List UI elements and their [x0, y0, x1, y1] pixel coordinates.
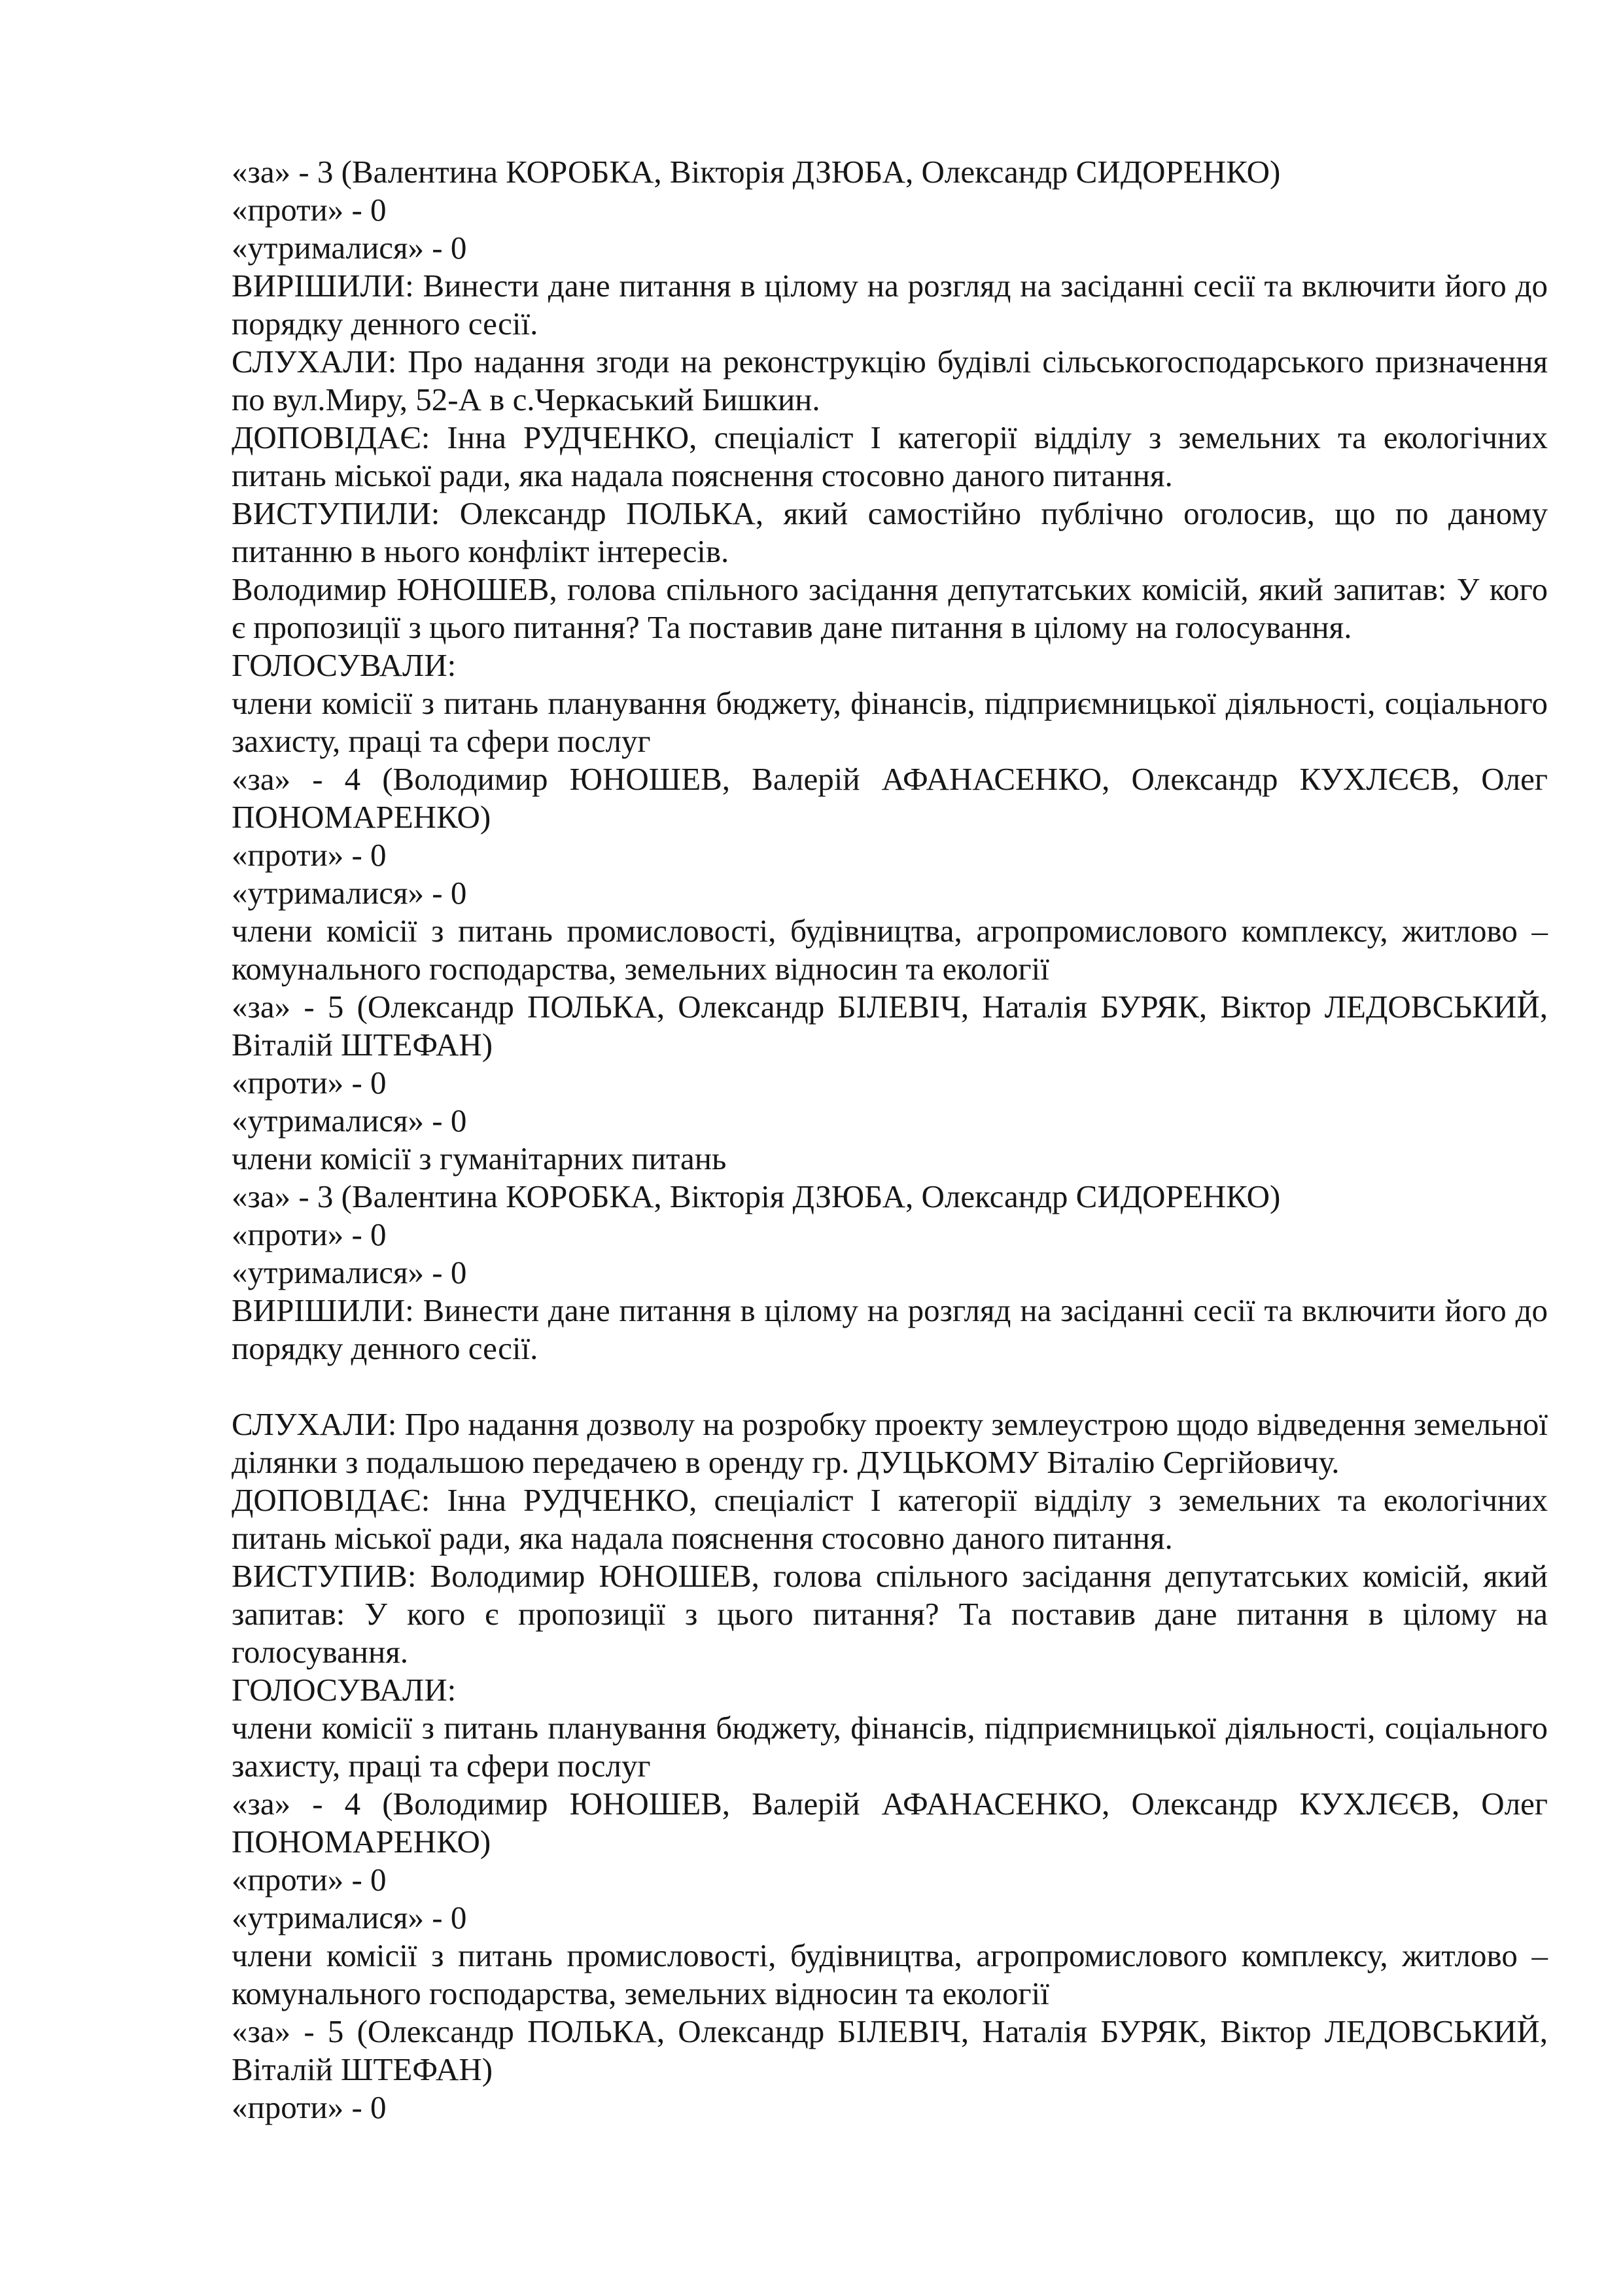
- document-line: «за» - 3 (Валентина КОРОБКА, Вікторія ДЗЮБА, Олександр СИДОРЕНКО): [232, 1178, 1281, 1214]
- document-paragraph: ДОПОВІДАЄ: Інна РУДЧЕНКО, спеціаліст І категорії відділу з земельних та екологічних питань міської ради, яка надала пояснення стосовно даного питання.: [232, 419, 1548, 493]
- document-paragraph: ВИРІШИЛИ: Винести дане питання в цілому на розгляд на засіданні сесії та включити його до порядку денного сесії.: [232, 1292, 1548, 1366]
- document-paragraph: СЛУХАЛИ: Про надання дозволу на розробку проекту землеустрою щодо відведення земельної ділянки з подальшою передачею в оренду гр. ДУЦЬКОМУ Віталію Сергійовичу.: [232, 1406, 1548, 1480]
- document-paragraph: «за» - 5 (Олександр ПОЛЬКА, Олександр БІЛЕВІЧ, Наталія БУРЯК, Віктор ЛЕДОВСЬКИЙ, Віталій ШТЕФАН): [232, 2013, 1548, 2087]
- document-line: ГОЛОСУВАЛИ:: [232, 647, 457, 683]
- document-paragraph: ДОПОВІДАЄ: Інна РУДЧЕНКО, спеціаліст І категорії відділу з земельних та екологічних питань міської ради, яка надала пояснення стосовно даного питання.: [232, 1482, 1548, 1556]
- document-paragraph: «за» - 4 (Володимир ЮНОШЕВ, Валерій АФАНАСЕНКО, Олександр КУХЛЄЄВ, Олег ПОНОМАРЕНКО): [232, 761, 1548, 835]
- document-line: «проти» - 0: [232, 1065, 387, 1101]
- document-paragraph: члени комісії з питань планування бюджету, фінансів, підприємницької діяльності, соціального захисту, праці та сфери послуг: [232, 685, 1548, 759]
- document-line: «утрималися» - 0: [232, 1899, 467, 1935]
- document-line: «проти» - 0: [232, 192, 387, 228]
- document-paragraph: «за» - 5 (Олександр ПОЛЬКА, Олександр БІЛЕВІЧ, Наталія БУРЯК, Віктор ЛЕДОВСЬКИЙ, Віталій ШТЕФАН): [232, 989, 1548, 1063]
- document-paragraph: ВИСТУПИВ: Володимир ЮНОШЕВ, голова спільного засідання депутатських комісій, який запитав: У кого є пропозиції з цього питання? Та поставив дане питання в цілому на голосування.: [232, 1558, 1548, 1670]
- document-line: «проти» - 0: [232, 1216, 387, 1252]
- document-line: ГОЛОСУВАЛИ:: [232, 1672, 457, 1708]
- document-line: «утрималися» - 0: [232, 1254, 467, 1290]
- document-paragraph: члени комісії з питань промисловості, будівництва, агропромислового комплексу, житлово – комунального господарства, земельних відносин та екології: [232, 1937, 1548, 2011]
- paragraph-gap: [232, 1368, 1548, 1405]
- document-paragraph: члени комісії з питань промисловості, будівництва, агропромислового комплексу, житлово – комунального господарства, земельних відносин та екології: [232, 913, 1548, 987]
- document-paragraph: «за» - 4 (Володимир ЮНОШЕВ, Валерій АФАНАСЕНКО, Олександр КУХЛЄЄВ, Олег ПОНОМАРЕНКО): [232, 1786, 1548, 1860]
- document-line: «за» - 3 (Валентина КОРОБКА, Вікторія ДЗЮБА, Олександр СИДОРЕНКО): [232, 154, 1281, 190]
- document-line: «проти» - 0: [232, 1862, 387, 1898]
- document-paragraph: СЛУХАЛИ: Про надання згоди на реконструкцію будівлі сільськогосподарського призначення по вул.Миру, 52-А в с.Черкаський Бишкин.: [232, 344, 1548, 417]
- document-line: «утрималися» - 0: [232, 1103, 467, 1139]
- document-line: члени комісії з гуманітарних питань: [232, 1140, 727, 1176]
- document-line: «проти» - 0: [232, 837, 387, 873]
- document-line: «утрималися» - 0: [232, 230, 467, 266]
- document-paragraph: ВИСТУПИЛИ: Олександр ПОЛЬКА, який самостійно публічно оголосив, що по даному питанню в нього конфлікт інтересів.: [232, 495, 1548, 569]
- document-paragraph: Володимир ЮНОШЕВ, голова спільного засідання депутатських комісій, який запитав: У кого є пропозиції з цього питання? Та поставив дане питання в цілому на голосування.: [232, 571, 1548, 645]
- document-paragraph: ВИРІШИЛИ: Винести дане питання в цілому на розгляд на засіданні сесії та включити його до порядку денного сесії.: [232, 268, 1548, 342]
- document-page: [232, 153, 1548, 2127]
- document-line: «проти» - 0: [232, 2089, 387, 2125]
- document-line: «утрималися» - 0: [232, 875, 467, 911]
- document-paragraph: члени комісії з питань планування бюджету, фінансів, підприємницької діяльності, соціального захисту, праці та сфери послуг: [232, 1710, 1548, 1784]
